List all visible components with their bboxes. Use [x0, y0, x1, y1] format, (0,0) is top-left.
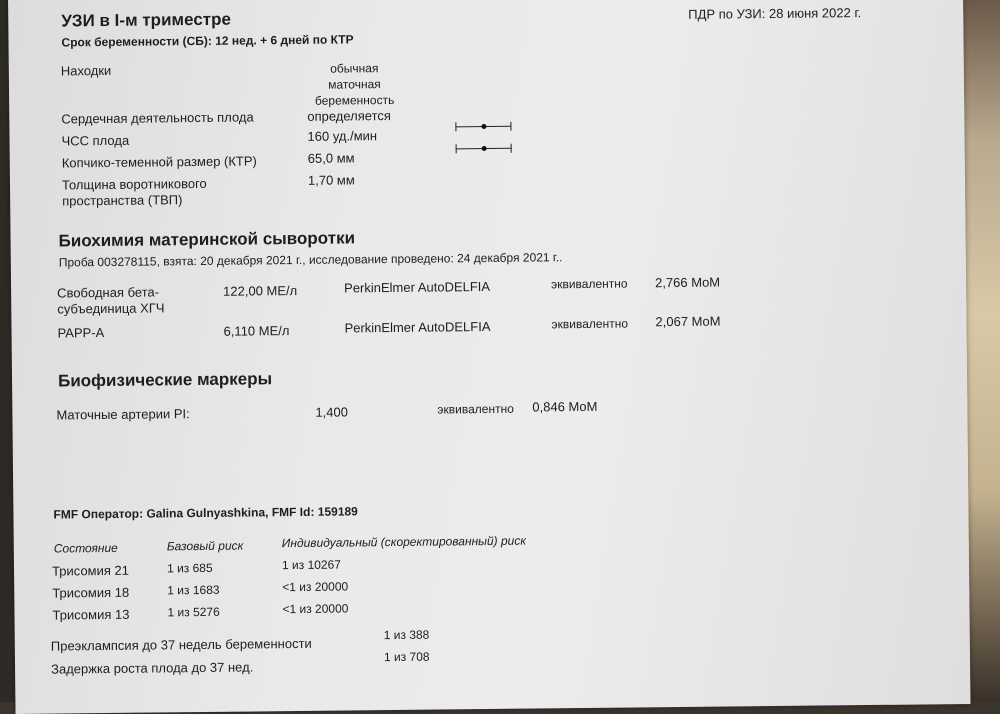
bhcg-equiv: эквивалентно	[550, 276, 628, 292]
bhcg-mom: 2,766 MoM	[654, 274, 721, 291]
crl-value: 65,0 мм	[307, 150, 355, 166]
findings-value: обычная маточная беременность	[314, 61, 395, 108]
uta-pi-label: Маточные артерии PI:	[56, 406, 190, 423]
risk-row-t13-base: 1 из 5276	[167, 604, 220, 620]
risk-row-t18-individual: <1 из 20000	[282, 579, 349, 595]
pappa-value: 6,110 МЕ/л	[223, 323, 290, 339]
report-paper	[8, 0, 970, 714]
heart-activity-label: Сердечная деятельность плода	[61, 109, 254, 127]
operator-line: FMF Оператор: Galina Gulnyashkina, FMF Id: 159189	[53, 504, 358, 522]
pappa-label: PAPP-A	[57, 325, 105, 341]
nt-label: Толщина воротникового	[61, 175, 207, 193]
heart-rate-marker	[481, 124, 486, 129]
risk-row-t21-base: 1 из 685	[166, 560, 213, 576]
heart-rate-label: ЧСС плода	[61, 132, 130, 149]
risk-row-t18-base: 1 из 1683	[167, 582, 220, 598]
risk-row-t18-condition: Трисомия 18	[52, 584, 130, 601]
uta-pi-equiv: эквивалентно	[437, 401, 514, 417]
pappa-equiv: эквивалентно	[551, 316, 629, 332]
nt-label-line2: пространства (ТВП)	[62, 192, 183, 209]
gestation-age: Срок беременности (СБ): 12 нед. + 6 дней по КТР	[61, 32, 354, 50]
biochem-sample-line: Проба 003278115, взята: 20 декабря 2021 г., исследование проведено: 24 декабря 2021 г..	[58, 250, 563, 270]
heart-activity-value: определяется	[307, 107, 391, 124]
risk-header-condition: Состояние	[53, 540, 118, 556]
crl-marker	[482, 146, 487, 151]
crl-label: Копчико-теменной размер (КТР)	[61, 153, 257, 171]
risk-header-base: Базовый риск	[166, 538, 244, 554]
pappa-device: PerkinElmer AutoDELFIA	[344, 318, 491, 336]
risk-row-t21-condition: Трисомия 21	[51, 562, 130, 579]
bhcg-label-line2: субъединица ХГЧ	[57, 300, 165, 317]
bhcg-label: Свободная бета-	[57, 284, 160, 301]
risk-header-individual: Индивидуальный (скоректированный) риск	[281, 533, 527, 551]
findings-label: Находки	[60, 62, 112, 79]
biochem-title: Биохимия материнской сыворотки	[58, 228, 356, 251]
fgr-label: Задержка роста плода до 37 нед.	[50, 659, 254, 677]
report-title: УЗИ в I-м триместре	[61, 9, 232, 31]
risk-row-t21-individual: 1 из 10267	[281, 557, 341, 573]
uta-pi-value: 1,400	[315, 404, 349, 420]
risk-row-t13-condition: Трисомия 13	[52, 606, 130, 623]
heart-rate-value: 160 уд./мин	[307, 128, 378, 144]
due-date: ПДР по УЗИ: 28 июня 2022 г.	[688, 5, 862, 22]
nt-value: 1,70 мм	[307, 172, 355, 188]
preeclampsia-value: 1 из 388	[383, 627, 430, 643]
risk-row-t13-individual: <1 из 20000	[282, 601, 349, 617]
uta-pi-mom: 0,846 MoM	[532, 398, 598, 415]
bhcg-device: PerkinElmer AutoDELFIA	[344, 278, 491, 296]
fgr-value: 1 из 708	[383, 649, 430, 665]
bhcg-value: 122,00 МЕ/л	[223, 282, 298, 299]
preeclampsia-label: Преэклампсия до 37 недель беременности	[50, 635, 312, 654]
biophys-title: Биофизические маркеры	[57, 369, 273, 391]
pappa-mom: 2,067 MoM	[655, 313, 721, 330]
